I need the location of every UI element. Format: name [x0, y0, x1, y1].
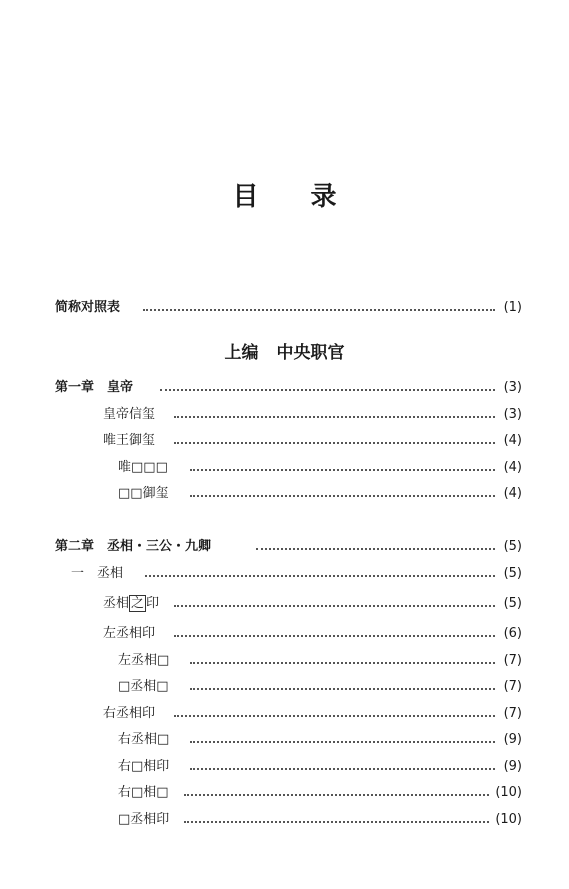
toc-page-number: (3) [503, 407, 522, 422]
toc-entry-label: 左丞相□ [118, 653, 170, 668]
toc-entry-label: □丞相印 [118, 812, 170, 827]
toc-entry[interactable] [0, 457, 569, 479]
toc-entry[interactable] [0, 404, 569, 426]
toc-page-number: (10) [495, 812, 522, 827]
toc-leader-dots [174, 442, 495, 444]
toc-entry[interactable] [0, 729, 569, 751]
toc-entry-chapter-2[interactable] [0, 536, 569, 558]
toc-entry[interactable] [0, 483, 569, 505]
toc-page-number: (1) [503, 300, 522, 315]
section-heading [0, 338, 569, 363]
toc-leader-dots [174, 635, 495, 637]
toc-page-number: (6) [503, 626, 522, 641]
toc-leader-dots [190, 741, 495, 743]
toc-page-number: (7) [503, 679, 522, 694]
toc-entry[interactable] [0, 703, 569, 725]
toc-leader-dots [184, 821, 489, 823]
toc-entry-label: 唯□□□ [118, 460, 168, 475]
toc-leader-dots [190, 662, 495, 664]
toc-label-part: 丞相 [103, 596, 130, 611]
toc-leader-dots [256, 548, 495, 550]
toc-page-number: (4) [503, 433, 522, 448]
toc-entry[interactable] [0, 563, 569, 585]
toc-label-part: 印 [146, 596, 160, 611]
toc-page-number: (5) [503, 566, 522, 581]
toc-entry[interactable] [0, 809, 569, 831]
toc-leader-dots [190, 768, 495, 770]
toc-entry-label: 第一章 皇帝 [55, 380, 134, 395]
toc-entry[interactable] [0, 623, 569, 645]
toc-entry-label: 右丞相□ [118, 732, 170, 747]
toc-page-number: (7) [503, 706, 522, 721]
toc-leader-dots [143, 309, 495, 311]
page-title [0, 176, 569, 213]
title-char-1: 目 [232, 182, 259, 212]
toc-label-part-boxed: 之 [131, 596, 145, 611]
toc-page-number: (3) [503, 380, 522, 395]
toc-entry[interactable] [0, 756, 569, 778]
toc-entry[interactable] [0, 676, 569, 698]
toc-entry[interactable] [0, 430, 569, 452]
toc-entry[interactable] [0, 650, 569, 672]
toc-page-number: (4) [503, 486, 522, 501]
toc-page-number: (4) [503, 460, 522, 475]
section-part: 上编 [224, 343, 259, 363]
toc-entry-label: 右□相□ [118, 785, 169, 800]
toc-page-number: (5) [503, 596, 522, 611]
toc-leader-dots [184, 794, 489, 796]
section-name: 中央职官 [276, 343, 345, 363]
toc-entry-label: 一 丞相 [71, 566, 124, 581]
toc-leader-dots [174, 605, 495, 607]
toc-entry[interactable] [0, 782, 569, 804]
toc-entry-label: □□御玺 [118, 486, 169, 501]
toc-leader-dots [190, 495, 495, 497]
toc-entry-label: □丞相□ [118, 679, 169, 694]
toc-entry-label: 右丞相印 [103, 706, 156, 721]
toc-entry-label [103, 593, 159, 615]
toc-entry-label: 右□相印 [118, 759, 170, 774]
toc-entry-label: 左丞相印 [103, 626, 156, 641]
toc-leader-dots [160, 389, 495, 391]
toc-page-number: (9) [503, 759, 522, 774]
toc-entry-label: 简称对照表 [55, 300, 121, 315]
title-char-2: 录 [310, 182, 337, 212]
toc-leader-dots [190, 469, 495, 471]
toc-entry-label: 皇帝信玺 [103, 407, 156, 422]
toc-page-number: (9) [503, 732, 522, 747]
toc-entry-label: 第二章 丞相・三公・九卿 [55, 539, 212, 554]
toc-page-number: (5) [503, 539, 522, 554]
toc-entry-chapter-1[interactable] [0, 377, 569, 399]
toc-entry-label: 唯王御玺 [103, 433, 156, 448]
toc-page-number: (10) [495, 785, 522, 800]
toc-leader-dots [145, 575, 495, 577]
toc-entry-abbreviations[interactable] [0, 297, 569, 319]
toc-leader-dots [190, 688, 495, 690]
toc-entry[interactable] [0, 593, 569, 615]
toc-leader-dots [174, 715, 495, 717]
toc-leader-dots [174, 416, 495, 418]
toc-page-number: (7) [503, 653, 522, 668]
